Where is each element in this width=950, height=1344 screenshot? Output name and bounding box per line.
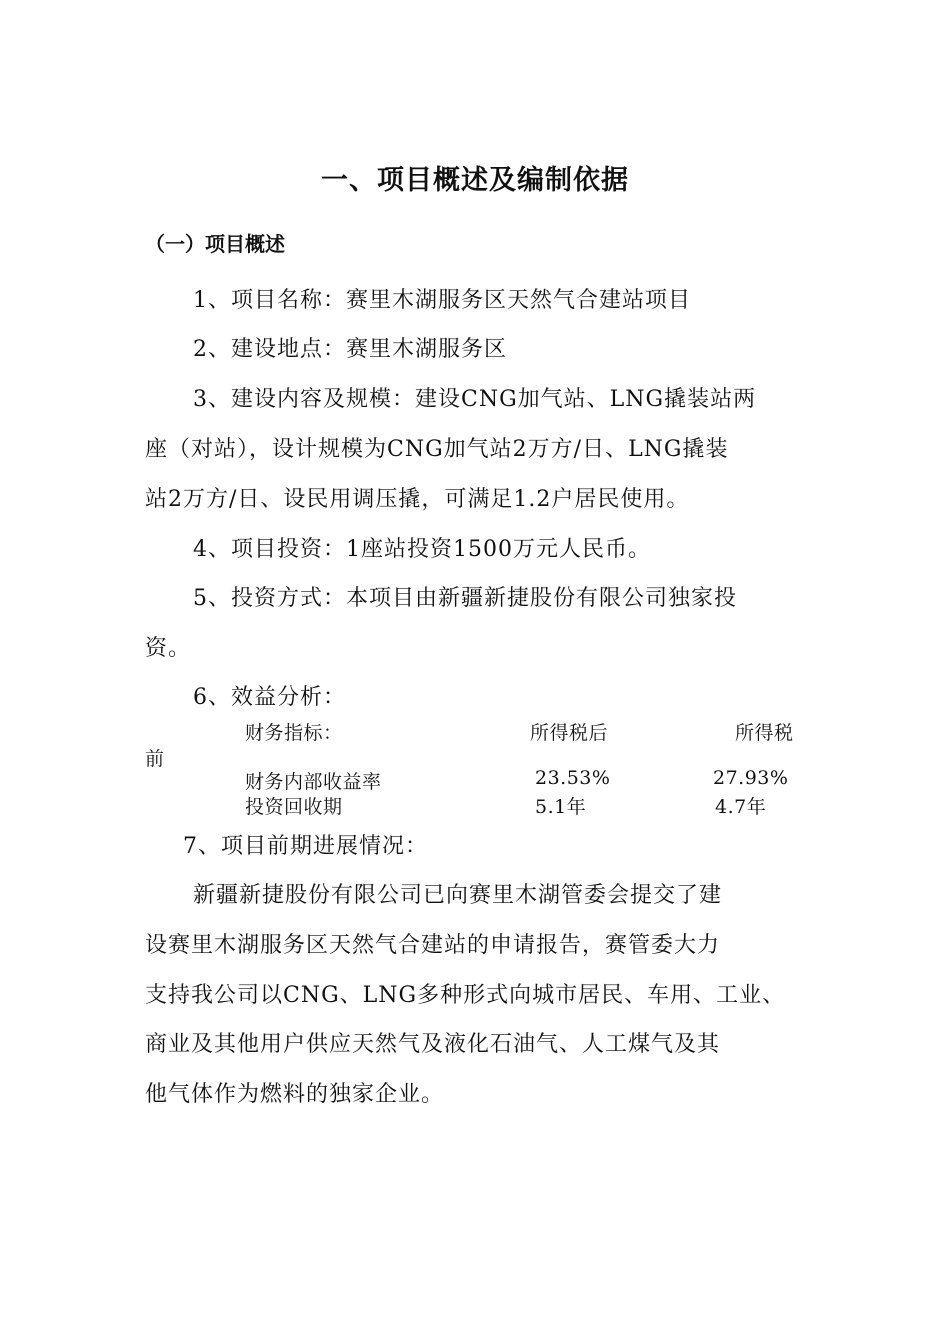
table-header-label: 财务指标：	[245, 722, 343, 744]
progress-line-4: 商业及其他用户供应天然气及液化石油气、人工煤气及其	[145, 1032, 721, 1057]
item-benefit-analysis: 6、效益分析：	[193, 685, 346, 710]
table-row-after-tax: 23.53%	[535, 767, 611, 789]
item-invest-method-line-2: 资。	[145, 636, 192, 661]
progress-line-1: 新疆新捷股份有限公司已向赛里木湖管委会提交了建	[193, 883, 723, 908]
progress-line-3: 支持我公司以CNG、LNG多种形式向城市居民、车用、工业、	[145, 983, 786, 1008]
item-scope-line-2: 座（对站），设计规模为CNG加气站2万方/日、LNG撬装	[145, 437, 729, 462]
item-scope-line-3: 站2万方/日、设民用调压撬，可满足1.2户居民使用。	[145, 487, 690, 512]
page-title: 一、项目概述及编制依据	[321, 165, 629, 196]
table-row-before-tax: 27.93%	[713, 767, 789, 789]
table-header-before-tax: 所得税	[735, 722, 794, 744]
table-header-before-tax-wrap: 前	[145, 748, 165, 770]
table-row-before-tax: 4.7年	[715, 796, 767, 818]
item-scope-line-1: 3、建设内容及规模：建设CNG加气站、LNG撬装站两	[193, 387, 757, 412]
item-project-name: 1、项目名称：赛里木湖服务区天然气合建站项目	[193, 288, 691, 313]
progress-line-2: 设赛里木湖服务区天然气合建站的申请报告，赛管委大力	[145, 933, 721, 958]
item-investment: 4、项目投资：1座站投资1500万元人民币。	[193, 537, 651, 562]
table-row-after-tax: 5.1年	[535, 796, 587, 818]
item-invest-method-line-1: 5、投资方式：本项目由新疆新捷股份有限公司独家投	[193, 586, 737, 611]
table-row-label: 财务内部收益率	[245, 771, 382, 793]
table-header-after-tax: 所得税后	[530, 722, 609, 744]
section-heading: （一）项目概述	[145, 232, 285, 256]
table-row-label: 投资回收期	[245, 796, 343, 818]
item-location: 2、建设地点：赛里木湖服务区	[193, 337, 507, 362]
progress-line-5: 他气体作为燃料的独家企业。	[145, 1082, 445, 1107]
item-progress: 7、项目前期进展情况：	[183, 834, 428, 859]
